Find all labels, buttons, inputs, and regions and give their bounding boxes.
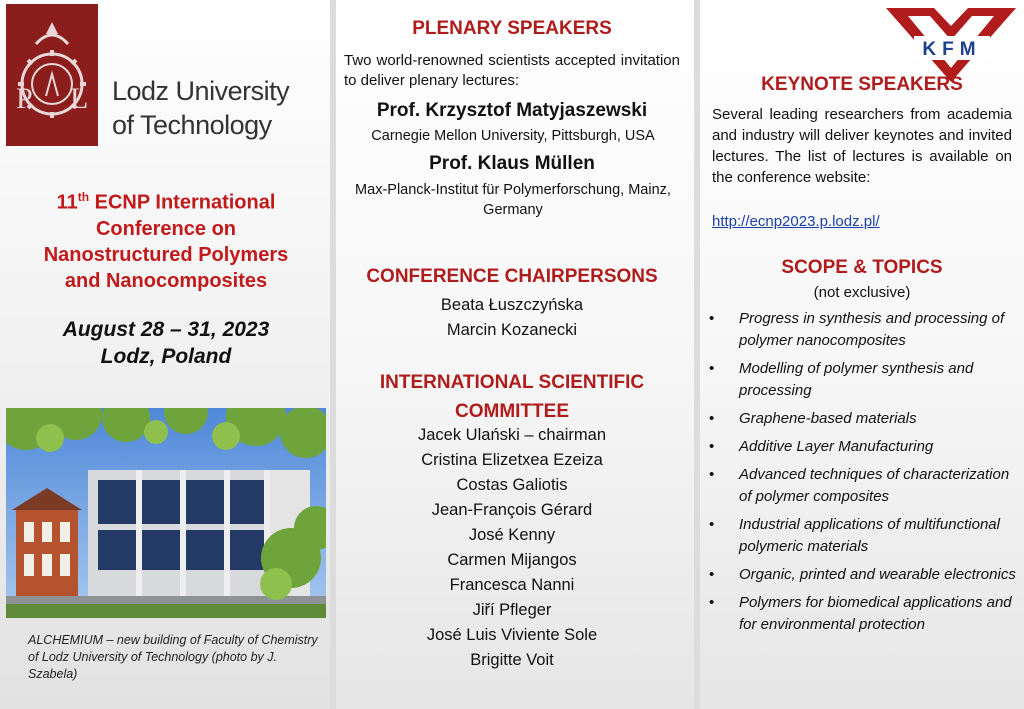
committee-member: José Kenny — [468, 526, 556, 544]
committee-member: Jiří Pfleger — [472, 601, 552, 619]
conference-title-line4: and Nanocomposites — [64, 269, 268, 292]
topic-item: • Organic, printed and wearable electronics — [706, 564, 1018, 586]
conference-website-link[interactable]: http://ecnp2023.p.lodz.pl/ — [712, 213, 880, 230]
committee-member: Jacek Ulański – chairman — [418, 426, 606, 444]
svg-text:P: P — [16, 82, 33, 115]
university-emblem-icon — [6, 4, 98, 146]
conference-location: Lodz, Poland — [100, 345, 232, 368]
scope-note: (not exclusive) — [813, 284, 911, 301]
university-name-line2: of Technology — [112, 110, 272, 140]
committee-list — [336, 423, 688, 673]
committee-heading-line1: INTERNATIONAL SCIENTIFIC — [379, 372, 645, 393]
committee-member: Jean-François Gérard — [431, 501, 593, 519]
conference-title — [18, 184, 314, 294]
plenary-speaker-name: Prof. Krzysztof Matyjaszewski — [376, 100, 648, 121]
scope-topics-heading: SCOPE & TOPICS — [781, 257, 943, 278]
conference-title-line2: Conference on — [95, 217, 237, 240]
plenary-speaker-affiliation: Carnegie Mellon University, Pittsburgh, USA — [371, 128, 655, 144]
alchemium-building-photo — [6, 408, 326, 618]
conference-dates: August 28 – 31, 2023 — [62, 318, 270, 341]
topic-item: • Graphene-based materials — [706, 408, 1018, 430]
kfm-logo-text: KFM — [922, 39, 982, 60]
conference-title-line3: Nanostructured Polymers — [43, 243, 289, 266]
topic-item: • Modelling of polymer synthesis and processing — [706, 358, 1018, 402]
plenary-speakers-heading: PLENARY SPEAKERS — [412, 18, 612, 39]
topic-item: • Additive Layer Manufacturing — [706, 436, 1018, 458]
university-logo — [6, 4, 98, 146]
topic-item: • Industrial applications of multifunctional polymeric materials — [706, 514, 1018, 558]
middle-panel — [336, 0, 694, 709]
committee-member: Cristina Elizetxea Ezeiza — [421, 451, 603, 469]
university-name-line1: Lodz University — [112, 76, 290, 106]
keynote-text: Several leading researchers from academia and industry will deliver keynotes and invited lectures. The list of lectures is available on the conference website: — [712, 106, 1012, 186]
keynote-speakers-heading: KEYNOTE SPEAKERS — [761, 74, 963, 95]
kfm-logo — [884, 6, 1018, 84]
left-panel — [0, 0, 330, 709]
conference-ordinal: 11 — [56, 191, 78, 214]
plenary-speaker-affiliation: Max-Planck-Institut für Polymerforschung, Mainz, Germany — [355, 182, 671, 218]
conference-title-line1: ECNP International — [89, 191, 276, 214]
scientific-committee-heading — [336, 368, 688, 426]
conference-ordinal-suffix: th — [77, 190, 90, 204]
committee-member: José Luis Viviente Sole — [426, 626, 598, 644]
committee-member: Brigitte Voit — [470, 651, 554, 669]
topics-list — [706, 308, 1018, 642]
committee-member: Carmen Mijangos — [447, 551, 577, 569]
plenary-speaker-name: Prof. Klaus Müllen — [429, 153, 595, 174]
kfm-logo-icon — [884, 6, 1018, 84]
right-panel — [700, 0, 1024, 709]
plenary-intro-text: Two world-renowned scientists accepted invitation to deliver plenary lectures: — [344, 52, 680, 89]
topic-item: • Progress in synthesis and processing of polymer nanocomposites — [706, 308, 1018, 352]
svg-text:L: L — [70, 82, 89, 115]
chairperson-name: Beata Łuszczyńska — [440, 296, 584, 314]
topic-item: • Polymers for biomedical applications and for environmental protection — [706, 592, 1018, 636]
conference-chairpersons-heading: CONFERENCE CHAIRPERSONS — [366, 266, 658, 287]
building-image — [6, 408, 326, 618]
committee-member: Costas Galiotis — [456, 476, 568, 494]
committee-member: Francesca Nanni — [449, 576, 575, 594]
photo-caption: ALCHEMIUM – new building of Faculty of Chemistry of Lodz University of Technology (photo by J. Szabela) — [28, 633, 318, 681]
chairpersons-list — [336, 293, 688, 343]
committee-heading-line2: COMMITTEE — [455, 401, 569, 422]
topic-item: • Advanced techniques of characterization of polymer composites — [706, 464, 1018, 508]
chairperson-name: Marcin Kozanecki — [446, 321, 578, 339]
